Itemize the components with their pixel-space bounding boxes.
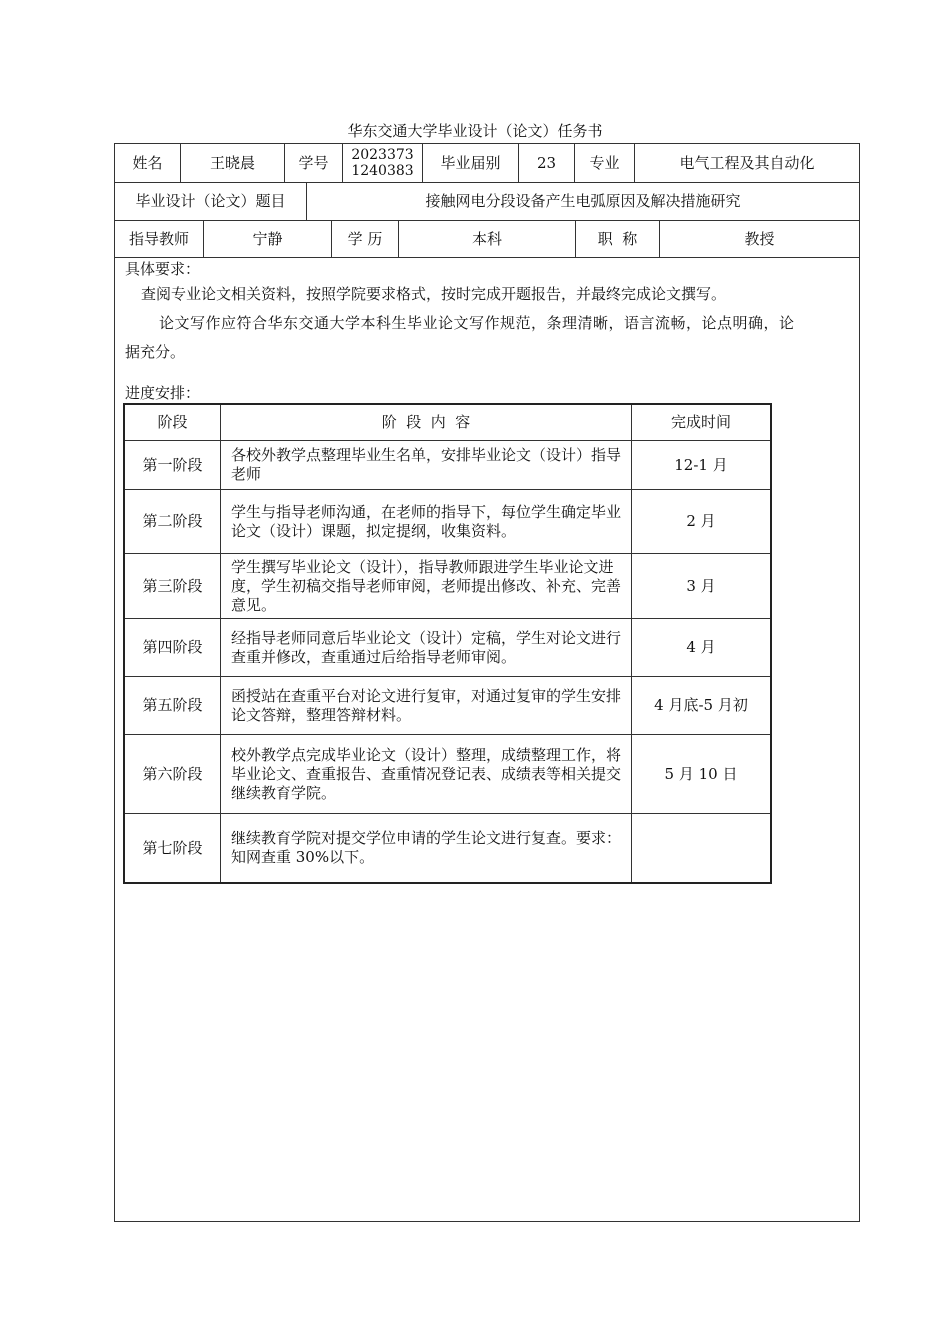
topic-value: 接触网电分段设备产生电弧原因及解决措施研究 <box>425 192 741 210</box>
content-cell: 继续教育学院对提交学位申请的学生论文进行复查。要求：知网查重 30%以下。 <box>221 814 632 882</box>
stage-cell: 第七阶段 <box>125 814 221 882</box>
stage-cell: 第一阶段 <box>125 441 221 489</box>
page-title: 华东交通大学毕业设计（论文）任务书 <box>347 122 603 140</box>
info-row-advisor <box>115 220 859 258</box>
student-id-line1: 2023373 <box>351 147 414 163</box>
time-cell: 3 月 <box>686 576 716 595</box>
time-cell: 4 月底-5 月初 <box>654 696 748 714</box>
table-row <box>125 554 770 619</box>
content-cell: 经指导老师同意后毕业论文（设计）定稿，学生对论文进行查重并修改，查重通过后给指导老师审阅。 <box>221 619 632 676</box>
content-cell: 校外教学点完成毕业论文（设计）整理，成绩整理工作，将毕业论文、查重报告、查重情况登记表、成绩表等相关提交继续教育学院。 <box>221 735 632 813</box>
schedule-table <box>123 403 772 884</box>
content-cell: 学生撰写毕业论文（设计），指导教师跟进学生毕业论文进度，学生初稿交指导老师审阅，老师提出修改、补充、完善意见。 <box>221 554 632 618</box>
table-row <box>125 619 770 677</box>
time-cell: 12-1 月 <box>674 455 728 474</box>
time-cell <box>632 814 770 882</box>
stage-cell: 第三阶段 <box>125 554 221 618</box>
table-row <box>125 814 770 882</box>
info-row-topic <box>115 182 859 221</box>
table-row <box>125 735 770 814</box>
major-value: 电气工程及其自动化 <box>679 154 815 172</box>
progress-heading: 进度安排： <box>125 384 201 402</box>
stage-cell: 第五阶段 <box>125 677 221 734</box>
rank-value: 教授 <box>744 229 775 248</box>
name-value: 王晓晨 <box>181 144 285 182</box>
table-row <box>125 441 770 490</box>
class-value: 23 <box>519 144 575 182</box>
header-time: 完成时间 <box>670 413 731 431</box>
content-cell: 学生与指导老师沟通，在老师的指导下，每位学生确定毕业论文（设计）课题，拟定提纲，收集资料。 <box>221 490 632 553</box>
advisor-value: 宁静 <box>204 220 332 257</box>
header-stage: 阶段 <box>125 405 221 440</box>
stage-cell: 第二阶段 <box>125 490 221 553</box>
rank-label: 职 称 <box>576 220 660 257</box>
requirements-para2-line2: 据充分。 <box>125 343 186 361</box>
time-cell: 4 月 <box>686 638 716 656</box>
info-row-student <box>115 144 859 183</box>
stage-cell: 第六阶段 <box>125 735 221 813</box>
table-row <box>125 677 770 735</box>
topic-label: 毕业设计（论文）题目 <box>115 182 307 220</box>
header-content: 阶 段 内 容 <box>221 405 632 440</box>
student-id-line2: 1240383 <box>351 163 414 179</box>
stage-cell: 第四阶段 <box>125 619 221 676</box>
content-cell: 各校外教学点整理毕业生名单，安排毕业论文（设计）指导老师 <box>221 441 632 489</box>
name-label: 姓名 <box>115 144 181 182</box>
requirements-para1: 查阅专业论文相关资料，按照学院要求格式，按时完成开题报告，并最终完成论文撰写。 <box>141 285 727 303</box>
schedule-header-row <box>125 405 770 441</box>
time-cell: 2 月 <box>686 512 716 530</box>
task-form <box>114 143 860 1222</box>
advisor-label: 指导教师 <box>115 220 204 257</box>
student-id-label: 学号 <box>285 144 343 182</box>
requirements-para2-line1: 论文写作应符合华东交通大学本科生毕业论文写作规范，条理清晰，语言流畅，论点明确，论 <box>159 314 795 332</box>
table-row <box>125 490 770 554</box>
student-id-value <box>343 144 423 182</box>
class-label: 毕业届别 <box>423 144 519 182</box>
content-cell: 函授站在查重平台对论文进行复审，对通过复审的学生安排论文答辩，整理答辩材料。 <box>221 677 632 734</box>
major-label: 专业 <box>575 144 635 182</box>
requirements-heading: 具体要求： <box>125 260 201 278</box>
degree-label: 学 历 <box>332 220 399 257</box>
degree-value: 本科 <box>399 220 576 257</box>
time-cell: 5 月 10 日 <box>664 764 738 783</box>
